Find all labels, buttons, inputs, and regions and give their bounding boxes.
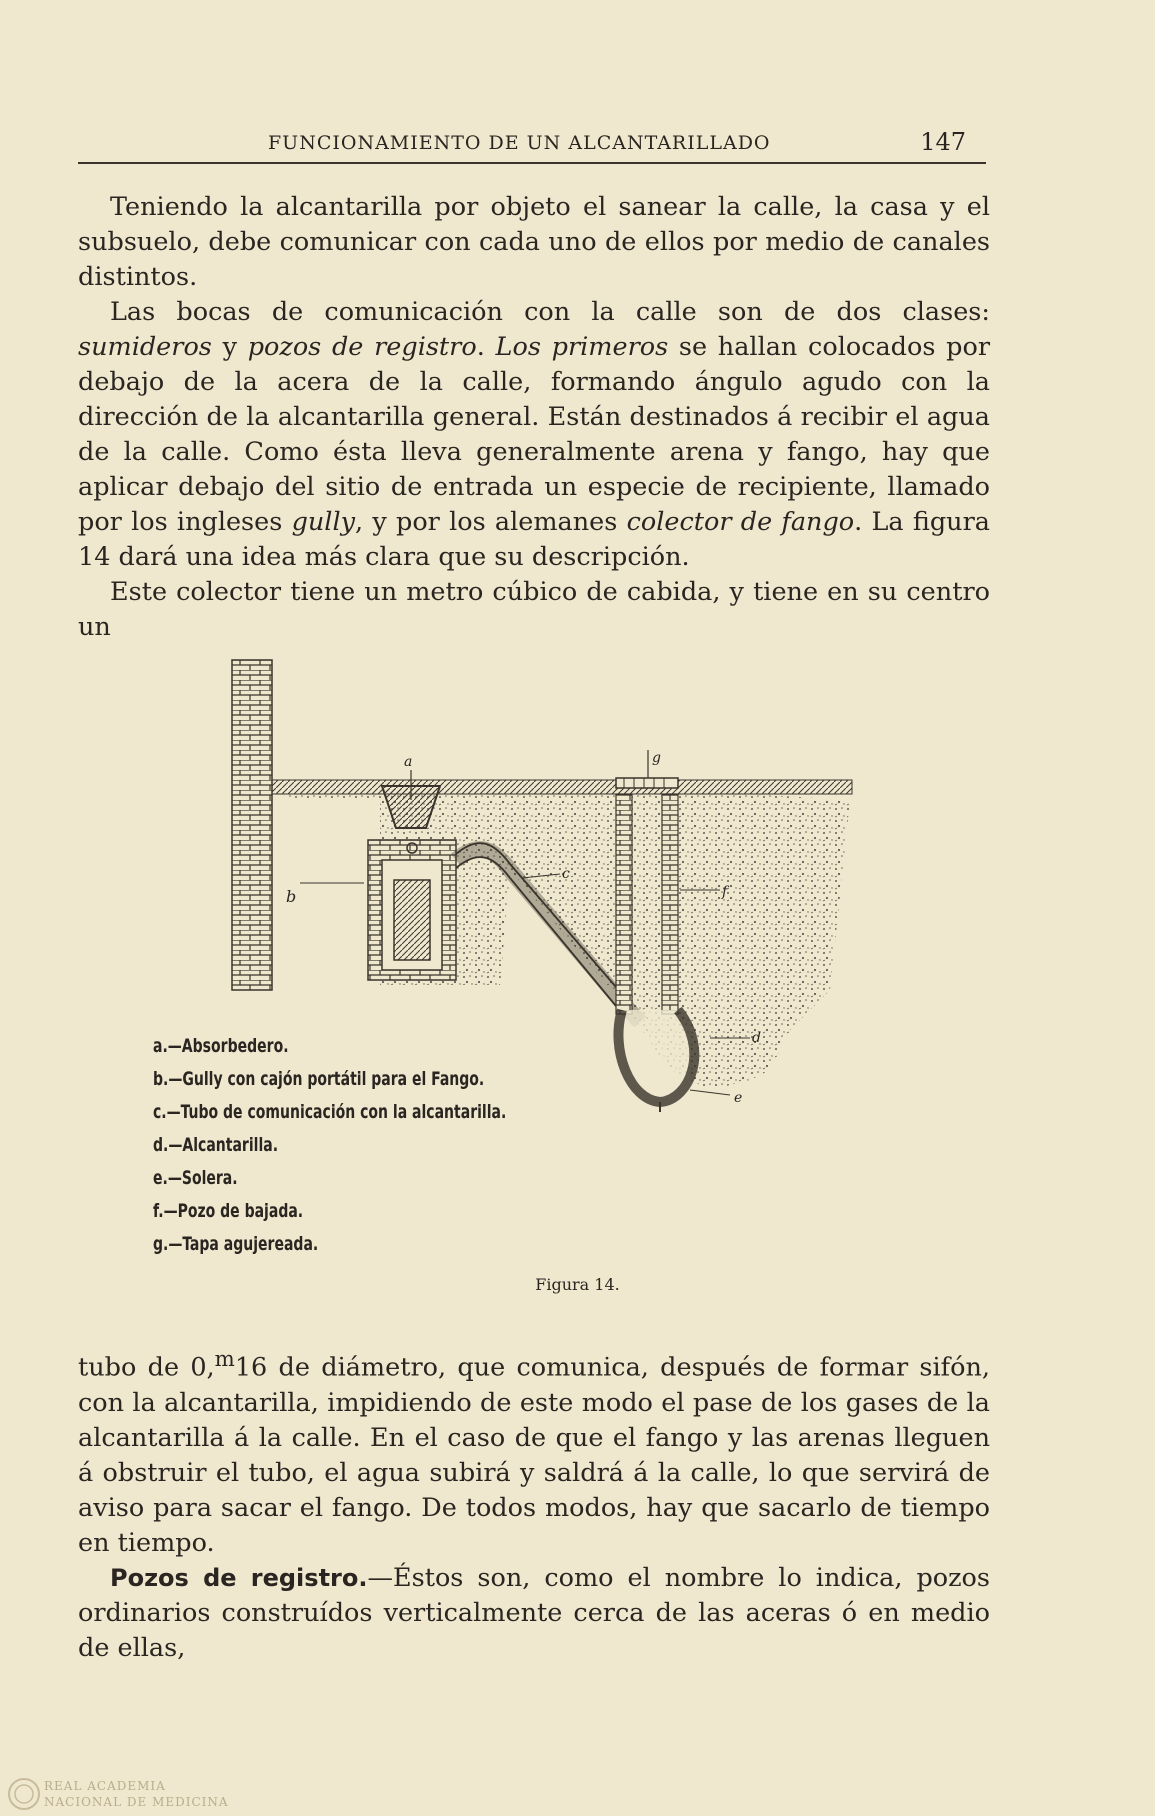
term-gully: gully <box>291 507 356 537</box>
running-title: FUNCIONAMIENTO DE UN ALCANTARILLADO <box>268 132 771 154</box>
figure-legend <box>153 1030 506 1261</box>
label-e: e <box>734 1090 743 1106</box>
legend-item-c: c.—Tubo de comunicación con la alcantarilla. <box>153 1101 507 1123</box>
paragraph-5: Pozos de registro.—Éstos son, como el nombre lo indica, pozos ordinarios construídos verticalmente cerca de las aceras ó en medio de ellas, <box>78 1562 990 1663</box>
section-heading-pozos: Pozos de registro. <box>110 1563 368 1592</box>
label-c: c <box>562 866 570 882</box>
street-surface <box>272 780 852 794</box>
legend-item-b: b.—Gully con cajón portátil para el Fango. <box>153 1068 485 1090</box>
library-seal-icon <box>6 1774 46 1814</box>
manhole-shaft <box>616 794 632 1014</box>
legend-item-f: f.—Pozo de bajada. <box>153 1200 304 1222</box>
paragraph-4: tubo de 0,$^m$16 de diámetro, que comunica, después de formar sifón, con la alcantarilla, impidiendo de este modo el pase de los gases de la alcantarilla á la calle. En el caso de que el fango y las arenas lleguen á obstruir el tubo, el agua subirá y saldrá á la calle, lo que servirá de aviso para sacar el fango. De todos modos, hay que sacarlo de tiempo en tiempo. <box>78 1347 990 1558</box>
label-a: a <box>404 754 413 770</box>
legend-item-a: a.—Absorbedero. <box>153 1035 289 1057</box>
figure-caption: Figura 14. <box>535 1275 620 1294</box>
building-wall <box>232 660 272 990</box>
paragraph-3: Este colector tiene un metro cúbico de cabida, y tiene en su centro un <box>78 577 990 642</box>
legend-item-e: e.—Solera. <box>153 1167 238 1189</box>
term-colector-de-fango: colector de fango <box>626 507 855 537</box>
label-b: b <box>286 887 297 906</box>
label-f: f <box>722 884 728 900</box>
term-pozos-de-registro: pozos de registro <box>247 332 477 362</box>
legend-item-d: d.—Alcantarilla. <box>153 1134 279 1156</box>
perforated-cover <box>616 778 678 788</box>
sludge-box <box>394 880 430 960</box>
label-d: d <box>752 1030 761 1046</box>
term-los-primeros: Los primeros <box>495 332 669 362</box>
running-head <box>78 126 986 164</box>
label-g: g <box>652 750 661 766</box>
paragraph-1: Teniendo la alcantarilla por objeto el sanear la calle, la casa y el subsuelo, debe comunicar con cada uno de ellos por medio de canales distintos. <box>78 192 990 292</box>
term-sumideros: sumideros <box>78 332 212 362</box>
unit-superscript: m <box>214 1347 235 1372</box>
paragraph-2: Las bocas de comunicación con la calle son de dos clases: sumideros y pozos de registro. Los primeros se hallan colocados por debajo de la acera de la calle, formando ángulo agudo con la dirección de la alcantarilla general. Están destinados á recibir el agua de la calle. Como ésta lleva generalmente arena y fango, hay que aplicar debajo del sitio de entrada un especie de recipiente, llamado por los ingleses gully, y por los alemanes colector de fango. La figura 14 dará una idea más clara que su descripción. <box>78 297 991 572</box>
page-number: 147 <box>920 128 966 156</box>
sewer-section <box>618 1010 694 1102</box>
text-block-bottom <box>78 1342 990 1666</box>
text-block-top <box>78 190 990 645</box>
legend-item-g: g.—Tapa agujereada. <box>153 1233 319 1255</box>
library-watermark: REAL ACADEMIA NACIONAL DE MEDICINA <box>44 1779 229 1809</box>
